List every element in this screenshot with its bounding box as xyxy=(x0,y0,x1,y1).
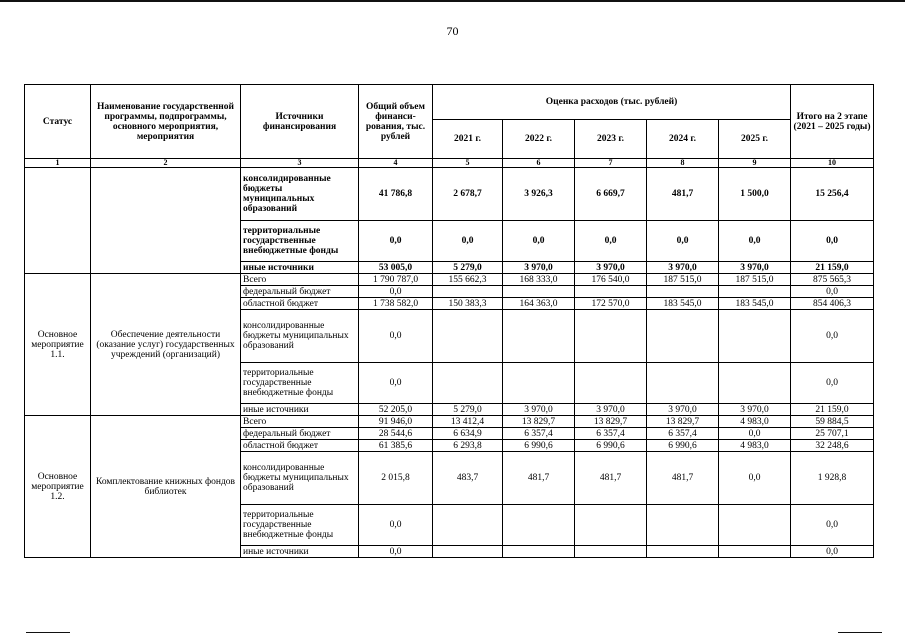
year-2024-cell: 3 970,0 xyxy=(647,262,719,274)
stage-total-cell: 15 256,4 xyxy=(791,168,874,221)
year-2024-cell: 481,7 xyxy=(647,452,719,505)
source-cell: иные источники xyxy=(241,546,359,558)
year-2024-cell: 13 829,7 xyxy=(647,416,719,428)
column-number: 4 xyxy=(359,159,433,168)
year-2022-cell: 3 926,3 xyxy=(503,168,575,221)
header-name: Наименование государственной программы, подпрограммы, основного мероприятия, мероприятия xyxy=(91,85,241,159)
program-name-cell: Обеспечение деятельности (оказание услуг) государственных учреждений (организаций) xyxy=(91,274,241,416)
year-2021-cell: 2 678,7 xyxy=(433,168,503,221)
header-year: 2025 г. xyxy=(719,120,791,159)
header-year: 2023 г. xyxy=(575,120,647,159)
year-2022-cell: 13 829,7 xyxy=(503,416,575,428)
table-row xyxy=(25,168,874,221)
year-2021-cell xyxy=(433,363,503,404)
year-2025-cell: 187 515,0 xyxy=(719,274,791,286)
source-cell: Всего xyxy=(241,274,359,286)
year-2023-cell xyxy=(575,505,647,546)
year-2025-cell: 3 970,0 xyxy=(719,262,791,274)
year-2022-cell: 481,7 xyxy=(503,452,575,505)
source-cell: областной бюджет xyxy=(241,298,359,310)
stage-total-cell: 0,0 xyxy=(791,310,874,363)
table-header xyxy=(25,85,874,168)
year-2025-cell: 1 500,0 xyxy=(719,168,791,221)
year-2022-cell xyxy=(503,363,575,404)
year-2022-cell: 6 357,4 xyxy=(503,428,575,440)
year-2024-cell xyxy=(647,546,719,558)
year-2024-cell: 0,0 xyxy=(647,221,719,262)
total-cell: 0,0 xyxy=(359,546,433,558)
total-cell: 1 738 582,0 xyxy=(359,298,433,310)
year-2022-cell xyxy=(503,310,575,363)
total-cell: 0,0 xyxy=(359,363,433,404)
program-name-cell xyxy=(91,168,241,274)
year-2021-cell xyxy=(433,310,503,363)
stage-total-cell: 0,0 xyxy=(791,505,874,546)
year-2023-cell: 481,7 xyxy=(575,452,647,505)
year-2023-cell xyxy=(575,286,647,298)
header-estimate: Оценка расходов (тыс. рублей) xyxy=(433,85,791,120)
year-2024-cell xyxy=(647,363,719,404)
year-2025-cell: 4 983,0 xyxy=(719,440,791,452)
column-number-row xyxy=(25,159,874,168)
source-cell: федеральный бюджет xyxy=(241,428,359,440)
stage-total-cell: 875 565,3 xyxy=(791,274,874,286)
stage-total-cell: 0,0 xyxy=(791,286,874,298)
year-2025-cell xyxy=(719,505,791,546)
column-number: 8 xyxy=(647,159,719,168)
total-cell: 41 786,8 xyxy=(359,168,433,221)
year-2021-cell xyxy=(433,505,503,546)
column-number: 10 xyxy=(791,159,874,168)
year-2025-cell: 4 983,0 xyxy=(719,416,791,428)
header-total: Общий объем финанси-рования, тыс. рублей xyxy=(359,85,433,159)
year-2022-cell xyxy=(503,286,575,298)
year-2023-cell xyxy=(575,363,647,404)
year-2022-cell: 0,0 xyxy=(503,221,575,262)
program-block-1-1 xyxy=(25,274,874,416)
source-cell: консолидированные бюджеты муниципальных образований xyxy=(241,310,359,363)
year-2023-cell xyxy=(575,546,647,558)
source-cell: иные источники xyxy=(241,404,359,416)
total-cell: 1 790 787,0 xyxy=(359,274,433,286)
year-2021-cell xyxy=(433,546,503,558)
source-cell: областной бюджет xyxy=(241,440,359,452)
source-cell: федеральный бюджет xyxy=(241,286,359,298)
total-cell: 53 005,0 xyxy=(359,262,433,274)
year-2021-cell: 5 279,0 xyxy=(433,262,503,274)
source-cell: территориальные государственные внебюджетные фонды xyxy=(241,221,359,262)
source-cell: Всего xyxy=(241,416,359,428)
source-cell: консолидированные бюджеты муниципальных образований xyxy=(241,168,359,221)
header-sources: Источники финансирования xyxy=(241,85,359,159)
program-name-cell: Комплектование книжных фондов библиотек xyxy=(91,416,241,558)
year-2024-cell xyxy=(647,286,719,298)
year-2024-cell: 6 990,6 xyxy=(647,440,719,452)
column-number: 6 xyxy=(503,159,575,168)
page-number: 70 xyxy=(446,24,459,38)
year-2024-cell xyxy=(647,310,719,363)
year-2024-cell: 187 515,0 xyxy=(647,274,719,286)
source-cell: консолидированные бюджеты муниципальных образований xyxy=(241,452,359,505)
stage-total-cell: 1 928,8 xyxy=(791,452,874,505)
year-2021-cell: 5 279,0 xyxy=(433,404,503,416)
year-2021-cell: 6 293,8 xyxy=(433,440,503,452)
year-2022-cell: 3 970,0 xyxy=(503,404,575,416)
total-cell: 0,0 xyxy=(359,221,433,262)
scan-edge-bottom-left xyxy=(26,632,70,633)
stage-total-cell: 21 159,0 xyxy=(791,262,874,274)
source-cell: территориальные государственные внебюджетные фонды xyxy=(241,363,359,404)
year-2025-cell: 3 970,0 xyxy=(719,404,791,416)
year-2023-cell: 6 669,7 xyxy=(575,168,647,221)
year-2025-cell xyxy=(719,286,791,298)
year-2025-cell xyxy=(719,310,791,363)
year-2021-cell: 155 662,3 xyxy=(433,274,503,286)
stage-total-cell: 32 248,6 xyxy=(791,440,874,452)
column-number: 7 xyxy=(575,159,647,168)
program-block-1-2 xyxy=(25,416,874,558)
year-2025-cell: 0,0 xyxy=(719,428,791,440)
source-cell: территориальные государственные внебюджетные фонды xyxy=(241,505,359,546)
year-2024-cell xyxy=(647,505,719,546)
year-2023-cell: 3 970,0 xyxy=(575,404,647,416)
header-status: Статус xyxy=(25,85,91,159)
year-2021-cell: 150 383,3 xyxy=(433,298,503,310)
column-number: 1 xyxy=(25,159,91,168)
budget-table xyxy=(24,84,874,558)
year-2023-cell: 6 357,4 xyxy=(575,428,647,440)
year-2023-cell: 0,0 xyxy=(575,221,647,262)
stage-total-cell: 21 159,0 xyxy=(791,404,874,416)
year-2022-cell: 3 970,0 xyxy=(503,262,575,274)
year-2021-cell: 13 412,4 xyxy=(433,416,503,428)
header-year: 2024 г. xyxy=(647,120,719,159)
table-row xyxy=(25,274,874,286)
header-stage-total: Итого на 2 этапе (2021 – 2025 годы) xyxy=(791,85,874,159)
header-year: 2021 г. xyxy=(433,120,503,159)
stage-total-cell: 854 406,3 xyxy=(791,298,874,310)
scan-edge-bottom-right xyxy=(838,632,882,633)
column-number: 3 xyxy=(241,159,359,168)
column-number: 2 xyxy=(91,159,241,168)
year-2023-cell: 6 990,6 xyxy=(575,440,647,452)
column-number: 9 xyxy=(719,159,791,168)
year-2024-cell: 183 545,0 xyxy=(647,298,719,310)
total-cell: 91 946,0 xyxy=(359,416,433,428)
year-2022-cell xyxy=(503,505,575,546)
year-2022-cell xyxy=(503,546,575,558)
year-2025-cell: 0,0 xyxy=(719,452,791,505)
status-cell: Основное мероприятие 1.1. xyxy=(25,274,91,416)
year-2025-cell xyxy=(719,363,791,404)
year-2022-cell: 168 333,0 xyxy=(503,274,575,286)
year-2021-cell: 483,7 xyxy=(433,452,503,505)
header-year: 2022 г. xyxy=(503,120,575,159)
year-2024-cell: 481,7 xyxy=(647,168,719,221)
table-row xyxy=(25,416,874,428)
total-cell: 52 205,0 xyxy=(359,404,433,416)
status-cell xyxy=(25,168,91,274)
year-2023-cell: 176 540,0 xyxy=(575,274,647,286)
year-2025-cell: 0,0 xyxy=(719,221,791,262)
source-cell: иные источники xyxy=(241,262,359,274)
total-cell: 28 544,6 xyxy=(359,428,433,440)
year-2021-cell: 6 634,9 xyxy=(433,428,503,440)
year-2023-cell: 13 829,7 xyxy=(575,416,647,428)
year-2023-cell: 3 970,0 xyxy=(575,262,647,274)
stage-total-cell: 0,0 xyxy=(791,546,874,558)
year-2023-cell: 172 570,0 xyxy=(575,298,647,310)
scan-edge-top xyxy=(0,0,905,2)
stage-total-cell: 25 707,1 xyxy=(791,428,874,440)
total-cell: 0,0 xyxy=(359,310,433,363)
year-2025-cell xyxy=(719,546,791,558)
total-cell: 2 015,8 xyxy=(359,452,433,505)
status-cell: Основное мероприятие 1.2. xyxy=(25,416,91,558)
column-number: 5 xyxy=(433,159,503,168)
year-2022-cell: 6 990,6 xyxy=(503,440,575,452)
year-2021-cell: 0,0 xyxy=(433,221,503,262)
year-2023-cell xyxy=(575,310,647,363)
total-cell: 0,0 xyxy=(359,286,433,298)
program-block-continuation xyxy=(25,168,874,274)
stage-total-cell: 59 884,5 xyxy=(791,416,874,428)
stage-total-cell: 0,0 xyxy=(791,363,874,404)
year-2025-cell: 183 545,0 xyxy=(719,298,791,310)
stage-total-cell: 0,0 xyxy=(791,221,874,262)
total-cell: 0,0 xyxy=(359,505,433,546)
year-2024-cell: 6 357,4 xyxy=(647,428,719,440)
year-2024-cell: 3 970,0 xyxy=(647,404,719,416)
total-cell: 61 385,6 xyxy=(359,440,433,452)
year-2021-cell xyxy=(433,286,503,298)
year-2022-cell: 164 363,0 xyxy=(503,298,575,310)
